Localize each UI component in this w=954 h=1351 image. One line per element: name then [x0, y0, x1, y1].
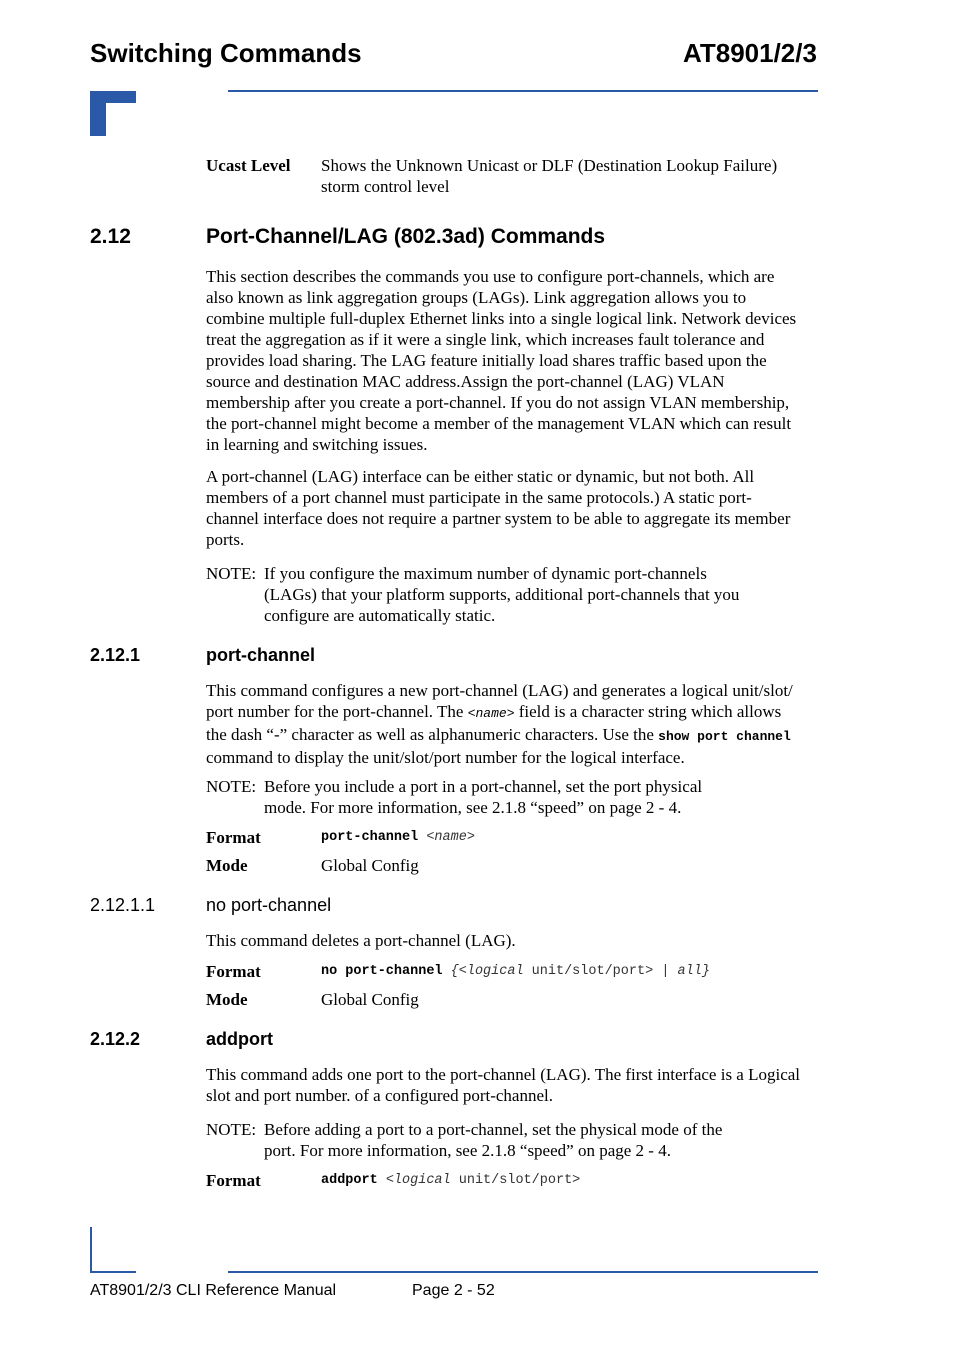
- footer-rule: [228, 1271, 818, 1273]
- text-line: mode. For more information, see 2.1.8 “speed” on page 2 - 4.: [264, 798, 682, 817]
- text-line: Before you include a port in a port-channel, set the port physical: [264, 777, 703, 796]
- section-2-12-1-paragraph: [206, 680, 818, 768]
- text-line: ports.: [206, 530, 245, 549]
- command-argument: unit/slot/port>: [531, 964, 654, 979]
- text-line: (LAGs) that your platform supports, additional port-channels that you: [264, 585, 740, 604]
- text-line: This section describes the commands you use to configure port-channels, which are: [206, 267, 775, 286]
- text-line: port. For more information, see 2.1.8 “speed” on page 2 - 4.: [264, 1141, 671, 1160]
- text-line: in learning and switching issues.: [206, 435, 428, 454]
- section-2-12-1-1-text: This command deletes a port-channel (LAG).: [206, 931, 516, 950]
- note-label: NOTE:: [206, 564, 257, 583]
- format-syntax-port-channel: [321, 830, 475, 845]
- format-label: Format: [206, 962, 261, 981]
- command-argument: unit/slot/port>: [458, 1173, 581, 1188]
- name-argument: <name>: [467, 706, 515, 721]
- note-addport-physical-mode: [206, 1119, 766, 1161]
- format-syntax-addport: [321, 1173, 580, 1188]
- text-line: This command adds one port to the port-channel (LAG). The first interface is a Logical: [206, 1065, 801, 1084]
- section-2-12-paragraph-1: [206, 266, 818, 455]
- note-label: NOTE:: [206, 777, 257, 796]
- text-line: provides load sharing. The LAG feature initially load shares traffic based upon the: [206, 351, 767, 370]
- text-line: membership after you create a port-channel. If you do not assign VLAN membership,: [206, 393, 790, 412]
- text-line: If you configure the maximum number of dynamic port-channels: [264, 564, 707, 583]
- note-label: NOTE:: [206, 1120, 257, 1139]
- section-2-12-paragraph-2: [206, 466, 818, 550]
- ucast-desc-line1: Shows the Unknown Unicast or DLF (Destination Lookup Failure): [321, 156, 778, 175]
- text-span: the dash “-” character as well as alphanumeric characters. Use the: [206, 725, 659, 744]
- section-number-2-12: 2.12: [90, 225, 131, 248]
- text-line: slot and port number. of a configured port-channel.: [206, 1086, 553, 1105]
- text-line: treat the aggregation as if it were a single link, which increases fault tolerance and: [206, 330, 765, 349]
- text-line: also known as link aggregation groups (LAGs). Link aggregation allows you to: [206, 288, 747, 307]
- command-argument: <name>: [426, 830, 475, 845]
- show-port-channel-command: show port channel: [658, 729, 791, 744]
- text-line: Before adding a port to a port-channel, set the physical mode of the: [264, 1120, 723, 1139]
- mode-label: Mode: [206, 856, 248, 875]
- section-number-2-12-2: 2.12.2: [90, 1029, 141, 1049]
- mode-value: Global Config: [321, 990, 419, 1009]
- footer-manual-title: AT8901/2/3 CLI Reference Manual: [90, 1282, 337, 1299]
- command-argument: <logical: [385, 1173, 451, 1188]
- section-title-2-12: Port-Channel/LAG (802.3ad) Commands: [206, 225, 606, 248]
- header-rule: [228, 90, 818, 92]
- mode-value: Global Config: [321, 856, 419, 875]
- corner-mark-bottom: [90, 1227, 136, 1273]
- text-line: This command configures a new port-channel (LAG) and generates a logical unit/slot/: [206, 681, 793, 700]
- command-argument: {<logical: [450, 964, 524, 979]
- ucast-term: Ucast Level: [206, 156, 291, 175]
- format-label: Format: [206, 1171, 261, 1190]
- section-2-12-2-paragraph: [206, 1064, 818, 1106]
- ucast-desc-line2: storm control level: [321, 177, 450, 196]
- footer-page-number: Page 2 - 52: [412, 1282, 495, 1299]
- text-line: configure are automatically static.: [264, 606, 496, 625]
- format-label: Format: [206, 828, 261, 847]
- corner-mark-top: [90, 91, 136, 136]
- text-line: channel interface does not require a partner system to be able to aggregate its member: [206, 509, 791, 528]
- text-line: [206, 701, 818, 724]
- text-line: source and destination MAC address.Assign the port-channel (LAG) VLAN: [206, 372, 725, 391]
- command-keyword: addport: [321, 1173, 378, 1188]
- section-title-2-12-2: addport: [206, 1029, 273, 1049]
- section-title-2-12-1: port-channel: [206, 645, 316, 665]
- text-span: field is a character string which allows: [514, 702, 782, 721]
- section-title-2-12-1-1: no port-channel: [206, 895, 332, 915]
- format-syntax-no-port-channel: [321, 964, 710, 979]
- text-line: A port-channel (LAG) interface can be either static or dynamic, but not both. All: [206, 467, 755, 486]
- text-line: members of a port channel must participate in the same protocols.) A static port-: [206, 488, 752, 507]
- note-port-physical-mode: [206, 776, 766, 818]
- section-number-2-12-1: 2.12.1: [90, 645, 141, 665]
- mode-label: Mode: [206, 990, 248, 1009]
- running-header-left: Switching Commands: [90, 38, 362, 68]
- text-line: the port-channel might become a member of the management VLAN which can result: [206, 414, 792, 433]
- command-keyword: no port-channel: [321, 964, 443, 979]
- note-dynamic-lags: [206, 563, 766, 626]
- text-span: port number for the port-channel. The: [206, 702, 468, 721]
- text-line: [206, 724, 818, 747]
- text-line: combine multiple full-duplex Ethernet links into a single logical link. Network devices: [206, 309, 797, 328]
- section-number-2-12-1-1: 2.12.1.1: [90, 895, 156, 915]
- text-line: command to display the unit/slot/port number for the logical interface.: [206, 748, 685, 767]
- command-argument: | all}: [661, 964, 710, 979]
- running-header-right: AT8901/2/3: [683, 38, 817, 68]
- command-keyword: port-channel: [321, 830, 419, 845]
